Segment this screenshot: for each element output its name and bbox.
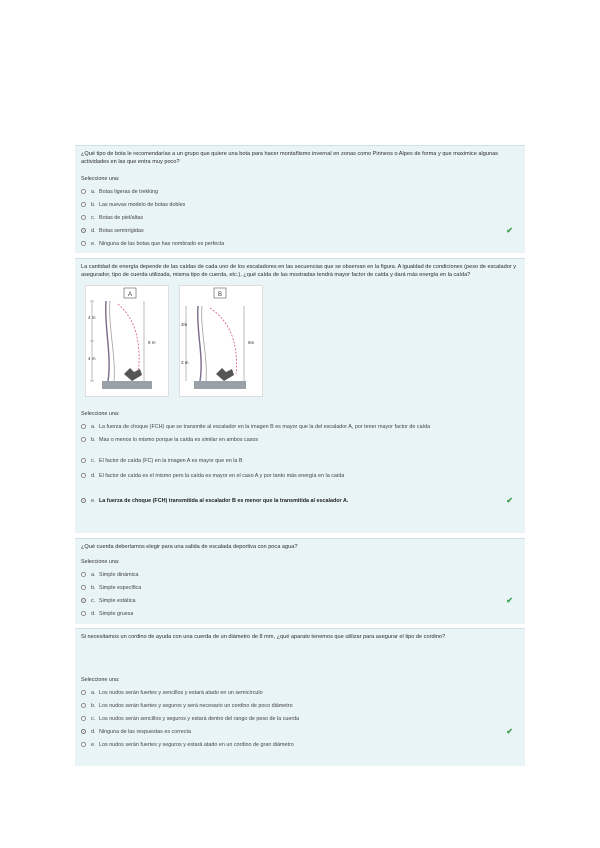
option-letter: a. — [91, 689, 96, 696]
radio-button[interactable] — [81, 473, 86, 478]
correct-check-icon: ✔ — [506, 226, 513, 235]
correct-check-icon: ✔ — [506, 596, 513, 605]
fig-b-bottom-label: 3 m — [181, 360, 189, 365]
fall-diagram-b-icon — [180, 286, 262, 396]
radio-button[interactable] — [81, 424, 86, 429]
question-card-1 — [75, 145, 525, 253]
option-letter: e. — [91, 240, 96, 247]
question-text: Si necesitamos un cordino de ayuda con una cuerda de un diámetro de 8 mm, ¿qué aparato tenemos que utilizar para asegurar el tipo de cordino? — [81, 634, 446, 640]
option-letter: b. — [91, 436, 96, 443]
fig-a-top-label: 4 m — [88, 315, 96, 320]
radio-button[interactable] — [81, 189, 86, 194]
option-c[interactable] — [81, 211, 519, 224]
option-text: Botas ligeras de trekking — [99, 188, 159, 195]
option-c[interactable] — [81, 712, 519, 725]
radio-button[interactable] — [81, 742, 86, 747]
option-letter: a. — [91, 423, 96, 430]
fig-b-mid-label: 6m — [248, 340, 255, 345]
option-text: Botas semirrígidas — [99, 227, 144, 234]
option-letter: e. — [91, 741, 96, 748]
radio-button[interactable] — [81, 241, 86, 246]
option-text: El factor de caída (FC) en la imagen A es mayor que en la B — [99, 457, 243, 464]
fig-a-mid-label: 8 m — [148, 340, 156, 345]
option-text: Botas de piel/altas — [99, 214, 144, 221]
option-d[interactable] — [81, 607, 519, 620]
fig-b-label: B — [217, 292, 223, 298]
option-letter: b. — [91, 201, 96, 208]
radio-button[interactable] — [81, 716, 86, 721]
option-letter: d. — [91, 472, 96, 479]
option-text: Ninguna de las botas que has nombrado es perfecta — [99, 240, 225, 247]
option-text: Simple dinámica — [99, 571, 139, 578]
question-card-3 — [75, 538, 525, 624]
figure-b — [179, 285, 263, 397]
question-text: ¿Qué cuerda deberíamos elegir para una salida de escalada deportiva con poca agua? — [81, 544, 298, 550]
select-label: Seleccione una: — [81, 411, 120, 417]
radio-button[interactable] — [81, 458, 86, 463]
fig-a-label: A — [127, 292, 133, 298]
option-b[interactable] — [81, 581, 519, 594]
correct-check-icon: ✔ — [506, 496, 513, 505]
option-letter: b. — [91, 702, 96, 709]
figures — [85, 285, 519, 397]
question-card-2 — [75, 258, 525, 533]
option-text: Los nudos serán fuertes y sencillos y estará atado en un semicírculo — [99, 689, 263, 696]
option-letter: c. — [91, 597, 96, 604]
option-text: Ninguna de las respuestas es correcta — [99, 728, 191, 735]
option-text: Las nuevas modelo de botas dobles — [99, 201, 186, 208]
radio-button[interactable] — [81, 611, 86, 616]
radio-button-selected[interactable] — [81, 498, 86, 503]
radio-button[interactable] — [81, 572, 86, 577]
figure-a — [85, 285, 169, 397]
option-text: Los nudos serán fuertes y seguros y será necesario un cordino de poco diámetro — [99, 702, 293, 709]
option-e[interactable] — [81, 738, 519, 751]
radio-button[interactable] — [81, 215, 86, 220]
option-b[interactable] — [81, 198, 519, 211]
option-text: Los nudos serán sencillos y seguros y estará dentro del rango de peso de la cuerda — [99, 715, 300, 722]
option-letter: e. — [91, 497, 96, 504]
option-a[interactable] — [81, 568, 519, 581]
option-b[interactable] — [81, 433, 519, 446]
radio-button[interactable] — [81, 585, 86, 590]
option-e[interactable] — [81, 494, 519, 507]
select-label: Seleccione una: — [81, 559, 120, 565]
option-text: El factor de caída es el mismo pero la caída es mayor en el caso A y por tanto más energía en la caída — [99, 472, 345, 479]
option-c[interactable] — [81, 594, 519, 607]
option-text: Simple gruesa — [99, 610, 134, 617]
option-text: Mas o menos lo mismo porque la caída es similar en ambos casos — [99, 436, 259, 443]
fig-b-top-label: 3m — [181, 322, 188, 327]
option-text: Los nudos serán fuertes y seguros y estará atado en un cordino de gran diámetro — [99, 741, 294, 748]
option-letter: a. — [91, 571, 96, 578]
option-d[interactable] — [81, 224, 519, 237]
option-a[interactable] — [81, 185, 519, 198]
option-b[interactable] — [81, 699, 519, 712]
option-letter: c. — [91, 715, 96, 722]
option-e[interactable] — [81, 237, 519, 250]
option-text: La fuerza de choque (FCH) que se transmite al escalador en la imagen B es mayor que la del escalador A, por tener mayor factor de caída — [99, 423, 431, 430]
option-letter: c. — [91, 457, 96, 464]
option-d[interactable] — [81, 469, 519, 482]
radio-button-selected[interactable] — [81, 729, 86, 734]
select-label: Seleccione una: — [81, 176, 120, 182]
question-text: ¿Qué tipo de bota le recomendarías a un grupo que quiere una bota para hacer montañismo invernal en zonas como Pirineos o Alpes de forma y que maximice algunas actividades en las que entra muy poco? — [81, 151, 498, 165]
option-text: Simple estática — [99, 597, 136, 604]
fig-a-bottom-label: 4 m — [88, 356, 96, 361]
fall-diagram-a-icon — [86, 286, 168, 396]
question-text: La cantidad de energía depende de las caídas de cada uno de los escaladores en las secuencias que se observan en la figura. A igualdad de condiciones (peso de escalador y asegurador, tipo de cuerda utilizada, misma tipo de cuerda, etc.), ¿qué caída de las mostradas tendrá mayor factor de caída y dará más energía en la caída? — [81, 264, 517, 278]
radio-button[interactable] — [81, 202, 86, 207]
option-c[interactable] — [81, 452, 519, 469]
correct-check-icon: ✔ — [506, 727, 513, 736]
radio-button[interactable] — [81, 437, 86, 442]
option-letter: d. — [91, 610, 96, 617]
option-letter: b. — [91, 584, 96, 591]
option-letter: a. — [91, 188, 96, 195]
option-letter: d. — [91, 728, 96, 735]
option-text: La fuerza de choque (FCH) transmitida al escalador B es menor que la transmitida al escalador A. — [99, 497, 349, 504]
option-a[interactable] — [81, 686, 519, 699]
question-card-4 — [75, 628, 525, 766]
radio-button[interactable] — [81, 690, 86, 695]
option-letter: c. — [91, 214, 96, 221]
option-a[interactable] — [81, 420, 519, 433]
select-label: Seleccione una: — [81, 677, 120, 683]
radio-button-selected[interactable] — [81, 228, 86, 233]
radio-button[interactable] — [81, 703, 86, 708]
option-text: Simple específica — [99, 584, 142, 591]
option-d[interactable] — [81, 725, 519, 738]
radio-button-selected[interactable] — [81, 598, 86, 603]
option-letter: d. — [91, 227, 96, 234]
